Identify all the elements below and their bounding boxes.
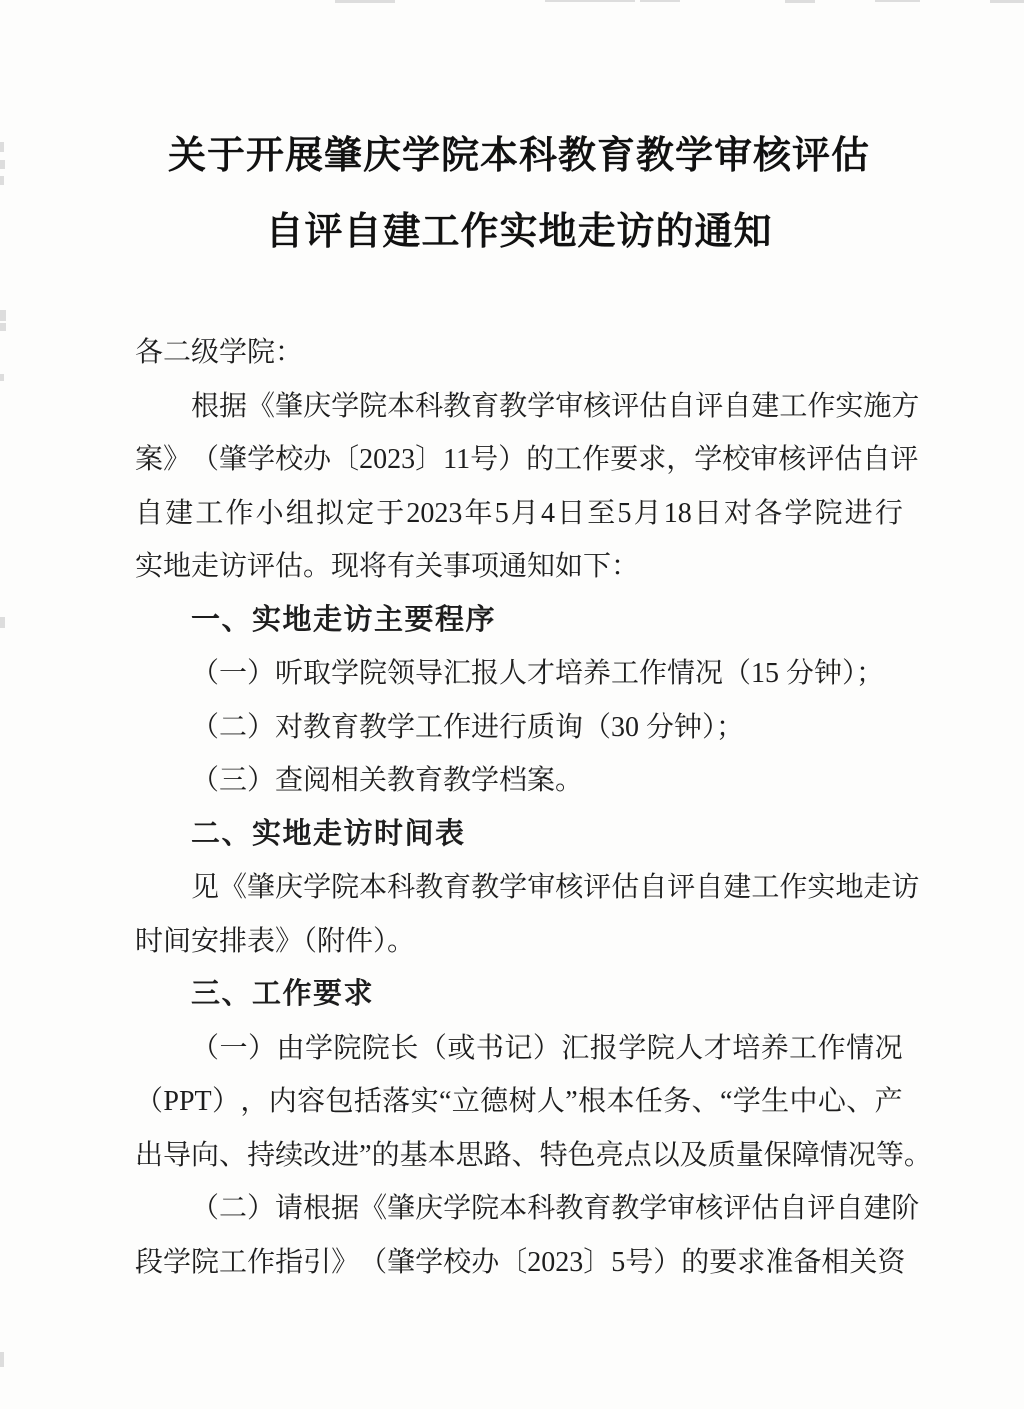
- body-text-line: 见 《 肇 庆 学 院 本 科 教 育 教 学 审 核 评 估 自 评 自 建 工 作 实 地 走 访: [191, 872, 920, 903]
- body-text-line: 案 》 （ 肇 学 校 办 〔 2023 〕 11 号 ） 的 工 作 要 求 ， 学 校 审 核 评 估 自 评: [135, 444, 919, 475]
- scan-artifact: [0, 310, 6, 321]
- body-text-line: 自 建 工 作 小 组 拟 定 于 2023 年 5 月 4 日 至 5 月 18 日 对 各 学 院 进 行: [135, 497, 903, 529]
- scan-artifact: [0, 142, 4, 152]
- body-text-line: 根 据 《 肇 庆 学 院 本 科 教 育 教 学 审 核 评 估 自 评 自 建 工 作 实 施 方: [191, 390, 920, 422]
- scan-artifact: [0, 160, 5, 169]
- section-heading: 一、实地走访主要程序: [191, 603, 497, 636]
- document-lines: [135, 326, 932, 1289]
- title-line-2: 自评自建工作实地走访的通知: [265, 211, 773, 253]
- document-title: [135, 0, 903, 270]
- title-line-1: 关于开展肇庆学院本科教育教学审核评估: [167, 135, 870, 177]
- body-text-line: 实地走访评估。现将有关事项通知如下：: [135, 551, 640, 582]
- body-text-line: （二）对教育教学工作进行质询（30 分钟）；: [191, 711, 745, 743]
- body-text-line: 时间安排表》（附件）。: [135, 925, 416, 957]
- scan-artifact: [0, 323, 6, 331]
- scan-artifact: [0, 617, 5, 628]
- body-text-line: 各二级学院：: [135, 337, 304, 368]
- section-heading: 三、工作要求: [191, 978, 375, 1010]
- body-text-line: （一）听取学院领导汇报人才培养工作情况（15 分钟）；: [191, 658, 885, 689]
- scan-artifact: [0, 1352, 4, 1367]
- scan-artifact: [0, 374, 4, 381]
- body-text-line: （ PPT ） ， 内 容 包 括 落 实 “ 立 德 树 人 ” 根 本 任 务 、 “ 学 生 中 心 、 产: [135, 1086, 903, 1117]
- document-content: [135, 0, 932, 1289]
- scan-artifact: [0, 176, 4, 185]
- body-text-line: 段 学 院 工 作 指 引 》 （ 肇 学 校 办 〔 2023 〕 5 号 ） 的 要 求 准 备 相 关 资: [135, 1246, 906, 1278]
- section-heading: 二、实地走访时间表: [191, 817, 466, 850]
- body-text-line: （ 一 ） 由 学 院 院 长 （ 或 书 记 ） 汇 报 学 院 人 才 培 养 工 作 情 况: [191, 1032, 903, 1064]
- body-text-line: 出 导 向 、 持 续 改 进 ” 的 基 本 思 路 、 特 色 亮 点 以 及 质 量 保 障 情 况 等 。: [135, 1139, 932, 1171]
- scan-artifact: [990, 0, 1024, 3]
- body-text-line: （ 二 ） 请 根 据 《 肇 庆 学 院 本 科 教 育 教 学 审 核 评 估 自 评 自 建 阶: [191, 1193, 920, 1224]
- body-text-line: （三）查阅相关教育教学档案。: [191, 765, 584, 796]
